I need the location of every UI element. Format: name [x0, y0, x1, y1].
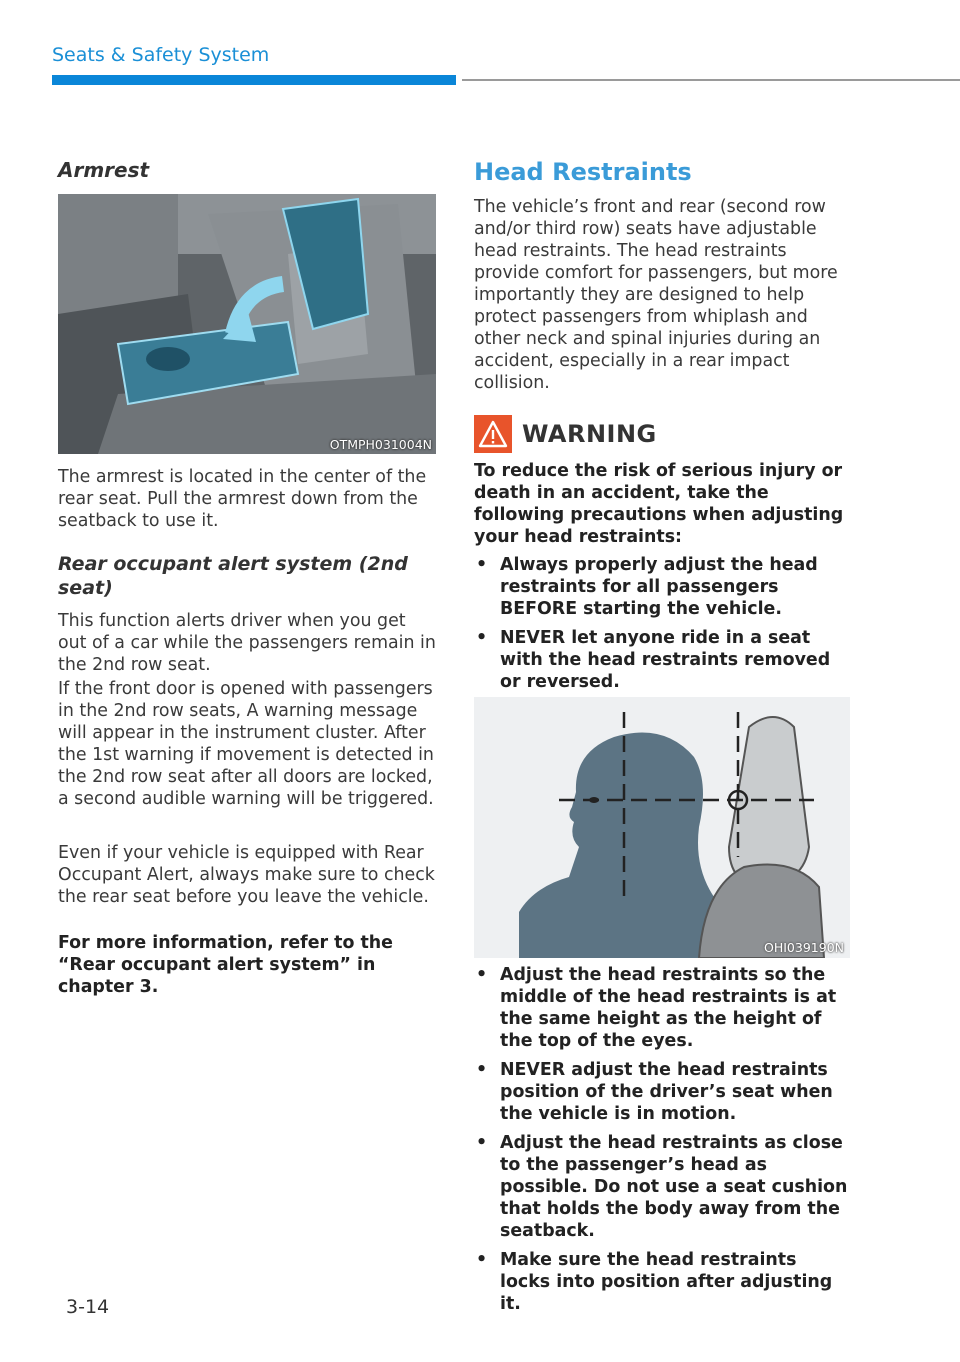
warning-list-top — [474, 554, 850, 693]
warning-header — [474, 414, 657, 454]
section-title: Seats & Safety System — [52, 44, 270, 66]
armrest-heading: Armrest — [58, 158, 150, 182]
warning-list-bottom — [474, 964, 850, 1315]
head-restraints-intro: The vehicle’s front and rear (second row and/or third row) seats have adjustable head restraints. The head restraints provide comfort for passengers, but more importantly they are designed to help protect passengers from whiplash and other neck and spinal injuries during an accident, especially in a rear impact collision. — [474, 197, 838, 393]
list-item: • NEVER let anyone ride in a seat with the head restraints removed or reversed. — [476, 628, 831, 692]
header-bar-blue — [52, 75, 456, 85]
roa-reference: For more information, refer to the “Rear occupant alert system” in chapter 3. — [58, 933, 393, 997]
armrest-description: The armrest is located in the center of the rear seat. Pull the armrest down from the seatback to use it. — [58, 467, 427, 531]
page-number: 3-14 — [66, 1296, 110, 1318]
roa-paragraph-1: This function alerts driver when you get out of a car while the passengers remain in the 2nd row seat. — [58, 611, 436, 675]
warning-label: WARNING — [522, 420, 657, 448]
diagram-code: OHI039190N — [764, 940, 844, 955]
head-restraint-illustration — [474, 697, 850, 958]
header-bar-gray — [462, 79, 960, 81]
warning-intro: To reduce the risk of serious injury or death in an accident, take the following precautions when adjusting your head restraints: — [474, 461, 844, 547]
photo-code: OTMPH031004N — [329, 437, 432, 452]
armrest-illustration — [58, 194, 436, 454]
head-restraints-heading: Head Restraints — [474, 158, 692, 186]
list-item: • Make sure the head restraints locks into position after adjusting it. — [476, 1250, 833, 1314]
rear-occupant-alert-heading: Rear occupant alert system (2nd seat) — [58, 553, 408, 599]
list-item: • NEVER adjust the head restraints position of the driver’s seat when the vehicle is in motion. — [476, 1060, 833, 1124]
roa-paragraph-2: If the front door is opened with passengers in the 2nd row seats, A warning message will appear in the instrument cluster. After the 1st warning if movement is detected in the 2nd row seat after all doors are locked, a second audible warning will be triggered. — [58, 679, 434, 809]
warning-icon — [474, 415, 512, 453]
roa-paragraph-3: Even if your vehicle is equipped with Rear Occupant Alert, always make sure to check the rear seat before you leave the vehicle. — [58, 843, 435, 907]
list-item: • Adjust the head restraints so the middle of the head restraints is at the same height as the height of the top of the eyes. — [476, 965, 837, 1051]
head-restraint-diagram — [474, 697, 850, 958]
list-item: • Always properly adjust the head restraints for all passengers BEFORE starting the vehicle. — [476, 555, 818, 619]
list-item: • Adjust the head restraints as close to the passenger’s head as possible. Do not use a seat cushion that holds the body away from the seatback. — [476, 1133, 848, 1241]
armrest-photo — [58, 194, 436, 454]
